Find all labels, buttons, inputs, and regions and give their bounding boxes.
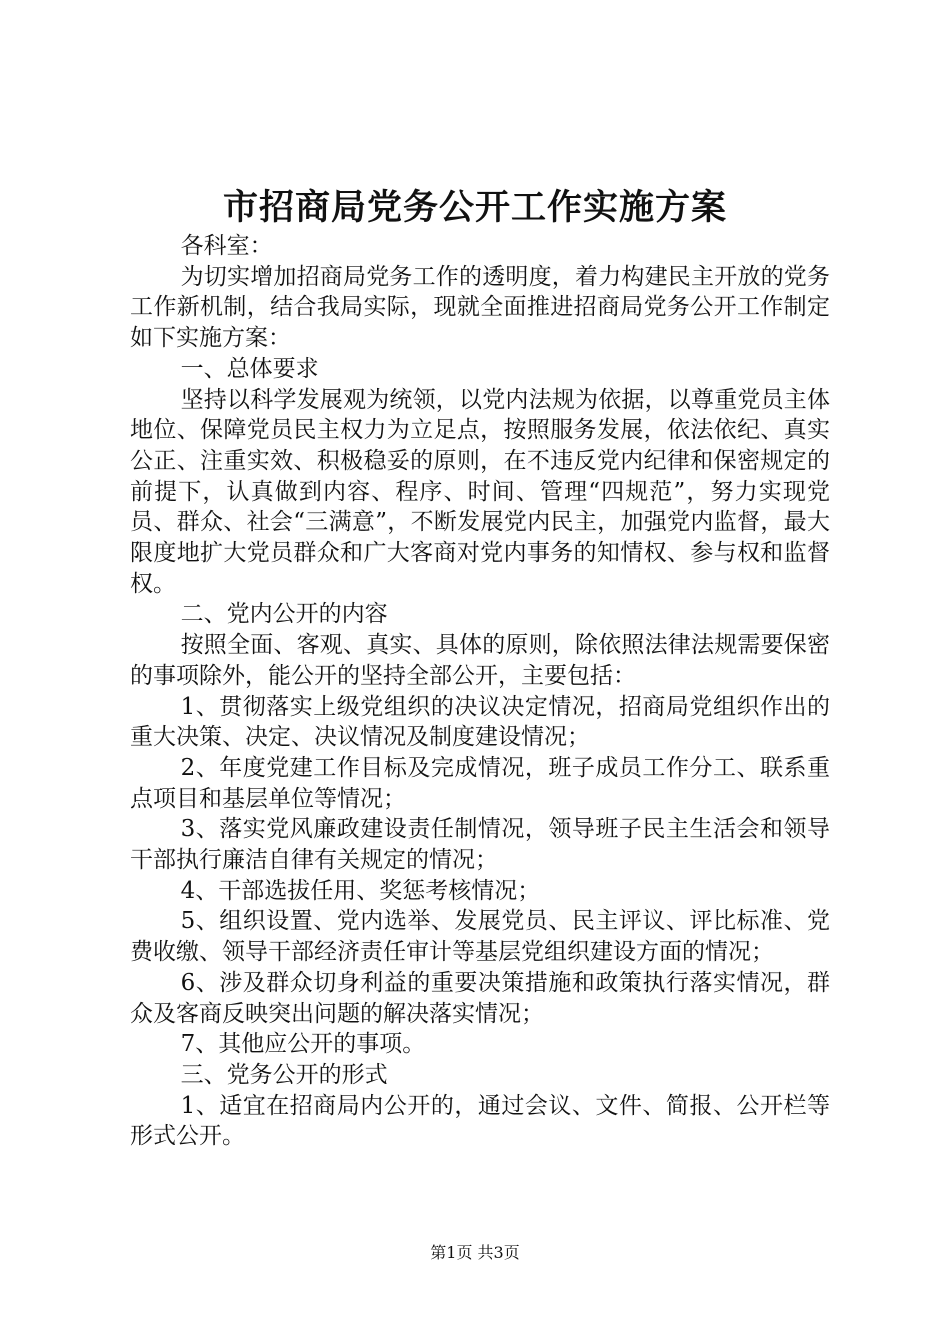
section-heading-3: 三、党务公开的形式 [180, 1061, 388, 1088]
document-title: 市招商局党务公开工作实施方案 [222, 187, 727, 228]
list-item-7: 7、其他应公开的事项。 [180, 1031, 426, 1058]
page-footer: 第1页 共3页 [430, 1243, 520, 1262]
paragraph-content-principle: 按照全面、客观、真实、具体的原则，除依照法律法规需要保密的事项除外，能公开的坚持全部公开，主要包括： [130, 632, 830, 689]
document-body [130, 231, 830, 1152]
list-item-2: 2、年度党建工作目标及完成情况，班子成员工作分工、联系重点项目和基层单位等情况； [130, 754, 830, 812]
list-item-1: 1、贯彻落实上级党组织的决议决定情况，招商局党组织作出的重大决策、决定、决议情况及制度建设情况； [130, 693, 830, 751]
list-item-4: 4、干部选拔任用、奖惩考核情况； [180, 877, 541, 904]
list-item-3: 3、落实党风廉政建设责任制情况，领导班子民主生活会和领导干部执行廉洁自律有关规定的情况； [130, 816, 830, 874]
list-item-5: 5、组织设置、党内选举、发展党员、民主评议、评比标准、党费收缴、领导干部经济责任审计等基层党组织建设方面的情况； [130, 908, 830, 966]
section-heading-1: 一、总体要求 [180, 355, 319, 382]
form-item-1: 1、适宜在招商局内公开的，通过会议、文件、简报、公开栏等形式公开。 [130, 1092, 830, 1150]
paragraph-intro: 为切实增加招商局党务工作的透明度，着力构建民主开放的党务工作新机制，结合我局实际，现就全面推进招商局党务公开工作制定如下实施方案： [130, 263, 830, 352]
salutation: 各科室： [180, 233, 273, 259]
list-item-6: 6、涉及群众切身利益的重要决策措施和政策执行落实情况，群众及客商反映突出问题的解决落实情况； [130, 969, 830, 1027]
paragraph-general-requirements: 坚持以科学发展观为统领，以党内法规为依据，以尊重党员主体地位、保障党员民主权力为立足点，按照服务发展，依法依纪、真实公正、注重实效、积极稳妥的原则，在不违反党内纪律和保密规定的前提下，认真做到内容、程序、时间、管理“四规范”，努力实现党员、群众、社会“三满意”，不断发展党内民主，加强党内监督，最大限度地扩大党员群众和广大客商对党内事务的知情权、参与权和监督权。 [130, 386, 830, 597]
section-heading-2: 二、党内公开的内容 [180, 601, 388, 628]
